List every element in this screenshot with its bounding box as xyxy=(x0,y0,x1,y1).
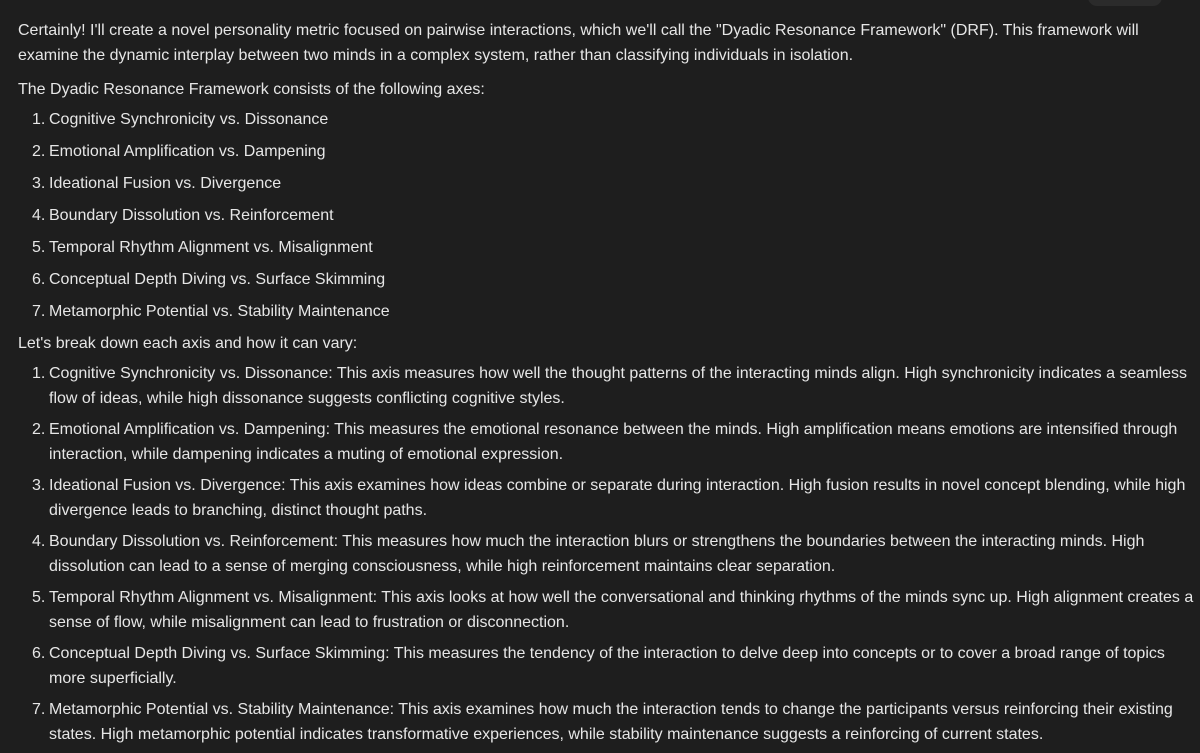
list-number: 4. xyxy=(32,207,46,224)
list-number: 7. xyxy=(32,303,46,320)
list-number: 3. xyxy=(32,175,46,192)
intro-paragraph: Certainly! I'll create a novel personality metric focused on pairwise interactions, which we'll call the "Dyadic Resonance Framework" (DRF). This framework will examine the dynamic interplay between two minds in a complex system, rather than classifying individuals in isolation. xyxy=(18,22,1139,64)
list-item xyxy=(18,417,1194,467)
list-item xyxy=(18,473,1194,523)
list-item xyxy=(18,529,1194,579)
list-item xyxy=(18,203,1194,228)
list-text: Boundary Dissolution vs. Reinforcement: This measures how much the interaction blurs or strengthens the boundaries between the interacting minds. High dissolution can lead to a sense of merging consciousness, while high reinforcement maintains clear separation. xyxy=(49,533,1145,575)
list-item xyxy=(18,697,1194,747)
list-item xyxy=(18,235,1194,260)
list-number: 7. xyxy=(32,701,46,718)
list-text: Emotional Amplification vs. Dampening: This measures the emotional resonance between the minds. High amplification means emotions are intensified through interaction, while dampening indicates a muting of emotional expression. xyxy=(49,421,1178,463)
list-text: Ideational Fusion vs. Divergence xyxy=(49,175,282,192)
axes-heading: The Dyadic Resonance Framework consists of the following axes: xyxy=(18,81,485,98)
list-text: Metamorphic Potential vs. Stability Maintenance xyxy=(49,303,390,320)
list-number: 3. xyxy=(32,477,46,494)
list-number: 5. xyxy=(32,589,46,606)
list-number: 2. xyxy=(32,143,46,160)
list-text: Conceptual Depth Diving vs. Surface Skimming: This measures the tendency of the interaction to delve deep into concepts or to cover a broad range of topics more superficially. xyxy=(49,645,1165,687)
list-text: Cognitive Synchronicity vs. Dissonance xyxy=(49,111,329,128)
list-item xyxy=(18,299,1194,324)
details-list xyxy=(18,361,1194,747)
breakdown-heading: Let's break down each axis and how it can vary: xyxy=(18,335,358,352)
list-item xyxy=(18,361,1194,411)
list-number: 5. xyxy=(32,239,46,256)
list-text: Cognitive Synchronicity vs. Dissonance: This axis measures how well the thought patterns of the interacting minds align. High synchronicity indicates a seamless flow of ideas, while high dissonance suggests conflicting cognitive styles. xyxy=(49,365,1188,407)
list-item xyxy=(18,641,1194,691)
list-number: 2. xyxy=(32,421,46,438)
list-text: Temporal Rhythm Alignment vs. Misalignment: This axis looks at how well the conversational and thinking rhythms of the minds sync up. High alignment creates a sense of flow, while misalignment can lead to frustration or disconnection. xyxy=(49,589,1194,631)
list-number: 6. xyxy=(32,645,46,662)
top-pill-button[interactable] xyxy=(1088,0,1162,6)
list-text: Boundary Dissolution vs. Reinforcement xyxy=(49,207,334,224)
list-item xyxy=(18,107,1194,132)
list-item xyxy=(18,585,1194,635)
list-text: Metamorphic Potential vs. Stability Maintenance: This axis examines how much the interaction tends to change the participants versus reinforcing their existing states. High metamorphic potential indicates transformative experiences, while stability maintenance suggests a reinforcing of current states. xyxy=(49,701,1173,743)
list-number: 1. xyxy=(32,365,46,382)
list-text: Conceptual Depth Diving vs. Surface Skimming xyxy=(49,271,386,288)
axes-list xyxy=(18,107,1194,324)
list-item xyxy=(18,139,1194,164)
assistant-message xyxy=(18,18,1194,753)
list-item xyxy=(18,267,1194,292)
list-text: Emotional Amplification vs. Dampening xyxy=(49,143,326,160)
list-item xyxy=(18,171,1194,196)
list-number: 1. xyxy=(32,111,46,128)
list-text: Ideational Fusion vs. Divergence: This axis examines how ideas combine or separate during interaction. High fusion results in novel concept blending, while high divergence leads to branching, distinct thought paths. xyxy=(49,477,1186,519)
list-number: 6. xyxy=(32,271,46,288)
list-text: Temporal Rhythm Alignment vs. Misalignment xyxy=(49,239,373,256)
list-number: 4. xyxy=(32,533,46,550)
